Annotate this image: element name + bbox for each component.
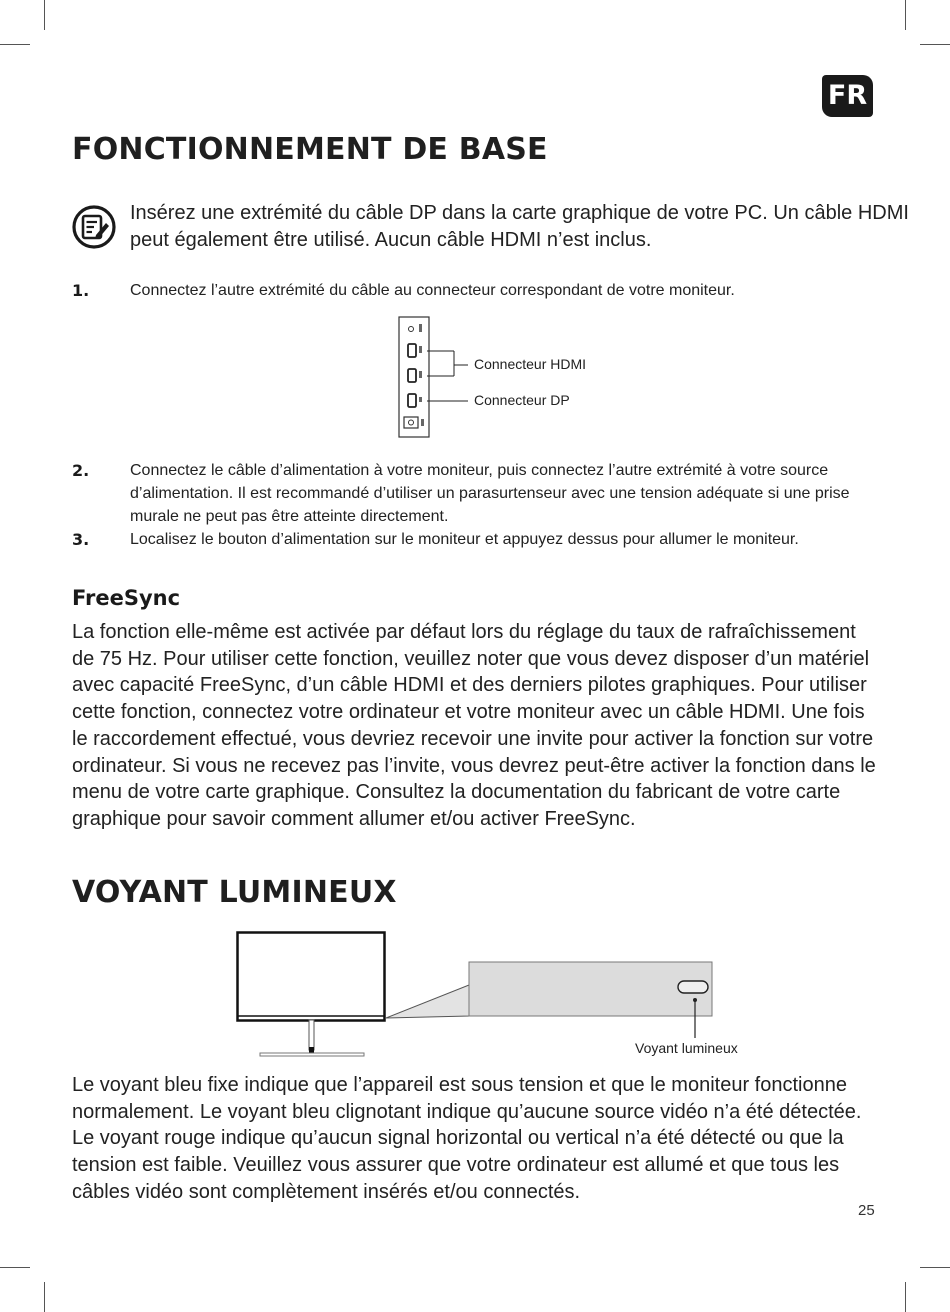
page-number: 25 <box>858 1202 875 1219</box>
language-badge: FR <box>822 75 873 117</box>
hdmi-connector-label: Connecteur HDMI <box>474 356 587 372</box>
indicator-light-paragraph: Le voyant bleu fixe indique que l’appareil est sous tension et que le moniteur fonctionne normalement. Le voyant bleu clignotant indique qu’aucune source vidéo n’a été détectée. Le voyant rouge indique qu’aucun signal horizontal ou vertical n’a été détecté ou que la tension est faible. Veuillez vous assurer que votre ordinateur est allumé et que tous les câbles vidéo sont complètement insérés et/ou connectés. <box>72 1074 862 1203</box>
note-icon <box>72 205 116 249</box>
section-title-indicator-light: VOYANT LUMINEUX <box>72 875 397 910</box>
note-text: Insérez une extrémité du câble DP dans la carte graphique de votre PC. Un câble HDMI peut également être utilisé. Aucun câble HDMI n’est inclus. <box>130 202 909 251</box>
crop-mark <box>920 44 950 45</box>
section-title-basic-operation: FONCTIONNEMENT DE BASE <box>72 132 548 167</box>
crop-mark <box>905 1282 906 1312</box>
step-text: Localisez le bouton d’alimentation sur le moniteur et appuyez dessus pour allumer le moniteur. <box>130 531 799 548</box>
step-text: Connectez le câble d’alimentation à votre moniteur, puis connectez l’autre extrémité à votre source d’alimentation. Il est recommandé d’utiliser un parasurtenseur avec une tension adéquate si une prise murale ne peut pas être atteinte directement. <box>130 462 850 525</box>
crop-mark <box>0 1267 30 1268</box>
crop-mark <box>920 1267 950 1268</box>
crop-mark <box>44 1282 45 1312</box>
step-number: 3. <box>72 530 90 549</box>
step-number: 2. <box>72 461 90 480</box>
crop-mark <box>44 0 45 30</box>
step-number: 1. <box>72 281 90 300</box>
dp-connector-label: Connecteur DP <box>474 392 570 408</box>
crop-mark <box>905 0 906 30</box>
freesync-paragraph: La fonction elle-même est activée par défaut lors du réglage du taux de rafraîchissement de 75 Hz. Pour utiliser cette fonction, veuillez noter que vous devez disposer d’un matériel avec capacité FreeSync, d’un câble HDMI et des derniers pilotes graphiques. Pour utiliser cette fonction, connectez votre ordinateur et votre moniteur avec un câble HDMI. Une fois le raccordement effectué, vous devriez recevoir une invite pour activer la fonction sur votre ordinateur. Si vous ne recevez pas l’invite, vous devrez peut-être activer la fonction dans le menu de votre carte graphique. Consultez la documentation du fabricant de votre carte graphique pour savoir comment allumer et/ou activer FreeSync. <box>72 621 876 830</box>
freesync-heading: FreeSync <box>72 586 181 610</box>
step-text: Connectez l’autre extrémité du câble au connecteur correspondant de votre moniteur. <box>130 282 735 299</box>
crop-mark <box>0 44 30 45</box>
indicator-light-label: Voyant lumineux <box>635 1040 738 1056</box>
connector-diagram <box>396 316 616 440</box>
